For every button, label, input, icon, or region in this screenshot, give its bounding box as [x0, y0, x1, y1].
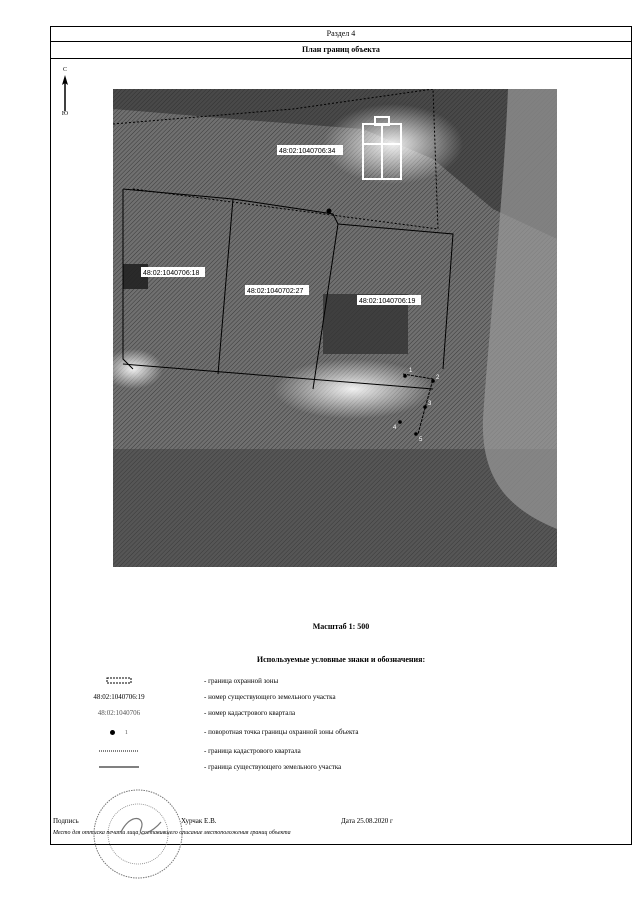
legend-title: Используемые условные знаки и обозначения: — [256, 655, 426, 664]
north-arrow-icon — [61, 75, 69, 111]
signatory-name: Хурчак Е.В. — [181, 817, 217, 825]
parcel-label: 48:02:1040702:27 — [247, 288, 304, 295]
point-label: 5 — [419, 437, 423, 443]
compass — [59, 67, 71, 117]
signature-label: Подпись — [53, 817, 79, 825]
legend-item — [59, 673, 479, 689]
satellite-map — [113, 89, 557, 567]
legend-text: - граница существующего земельного участка — [204, 763, 342, 771]
legend-item — [59, 759, 479, 775]
map-scale: Масштаб 1: 500 — [312, 622, 370, 631]
legend-text: - номер кадастрового квартала — [204, 709, 296, 717]
signature-date: Дата 25.08.2020 г — [341, 817, 393, 825]
legend-item — [59, 743, 479, 759]
south-label: Ю — [61, 111, 69, 117]
point-label: 3 — [428, 401, 432, 407]
legend — [59, 673, 479, 775]
document-frame — [50, 26, 632, 845]
parcel-label: 48:02:1040706:18 — [143, 270, 200, 277]
point-label: 1 — [409, 368, 413, 374]
map-view[interactable] — [113, 89, 557, 567]
point-label: 4 — [393, 425, 397, 431]
seal-stamp — [91, 787, 186, 882]
legend-text: - граница охранной зоны — [204, 677, 279, 685]
section-header: Раздел 4 — [51, 27, 631, 42]
legend-item — [59, 705, 479, 721]
legend-text: - граница кадастрового квартала — [204, 747, 301, 755]
stamp-footnote: Место для оттиска печати лица, составившего описание местоположения границ объекта — [53, 830, 291, 836]
point-label: 2 — [436, 375, 440, 381]
zone-boundary-symbol — [59, 673, 179, 689]
parcel-number-symbol: 48:02:1040706:19 — [93, 693, 145, 701]
parcel-label: 48:02:1040706:19 — [359, 298, 416, 305]
turning-point-symbol: 1 — [59, 721, 179, 737]
legend-text: - поворотная точка границы охранной зоны объекта — [204, 728, 359, 736]
legend-item — [59, 721, 479, 743]
legend-text: - номер существующего земельного участка — [204, 693, 336, 701]
legend-item — [59, 689, 479, 705]
parcel-boundary-symbol — [59, 759, 179, 775]
page-title: План границ объекта — [51, 42, 631, 59]
parcel-label: 48:02:1040706:34 — [279, 148, 336, 155]
block-boundary-symbol — [59, 743, 179, 759]
block-number-symbol: 48:02:1040706 — [97, 709, 141, 717]
north-label: С — [62, 67, 67, 73]
